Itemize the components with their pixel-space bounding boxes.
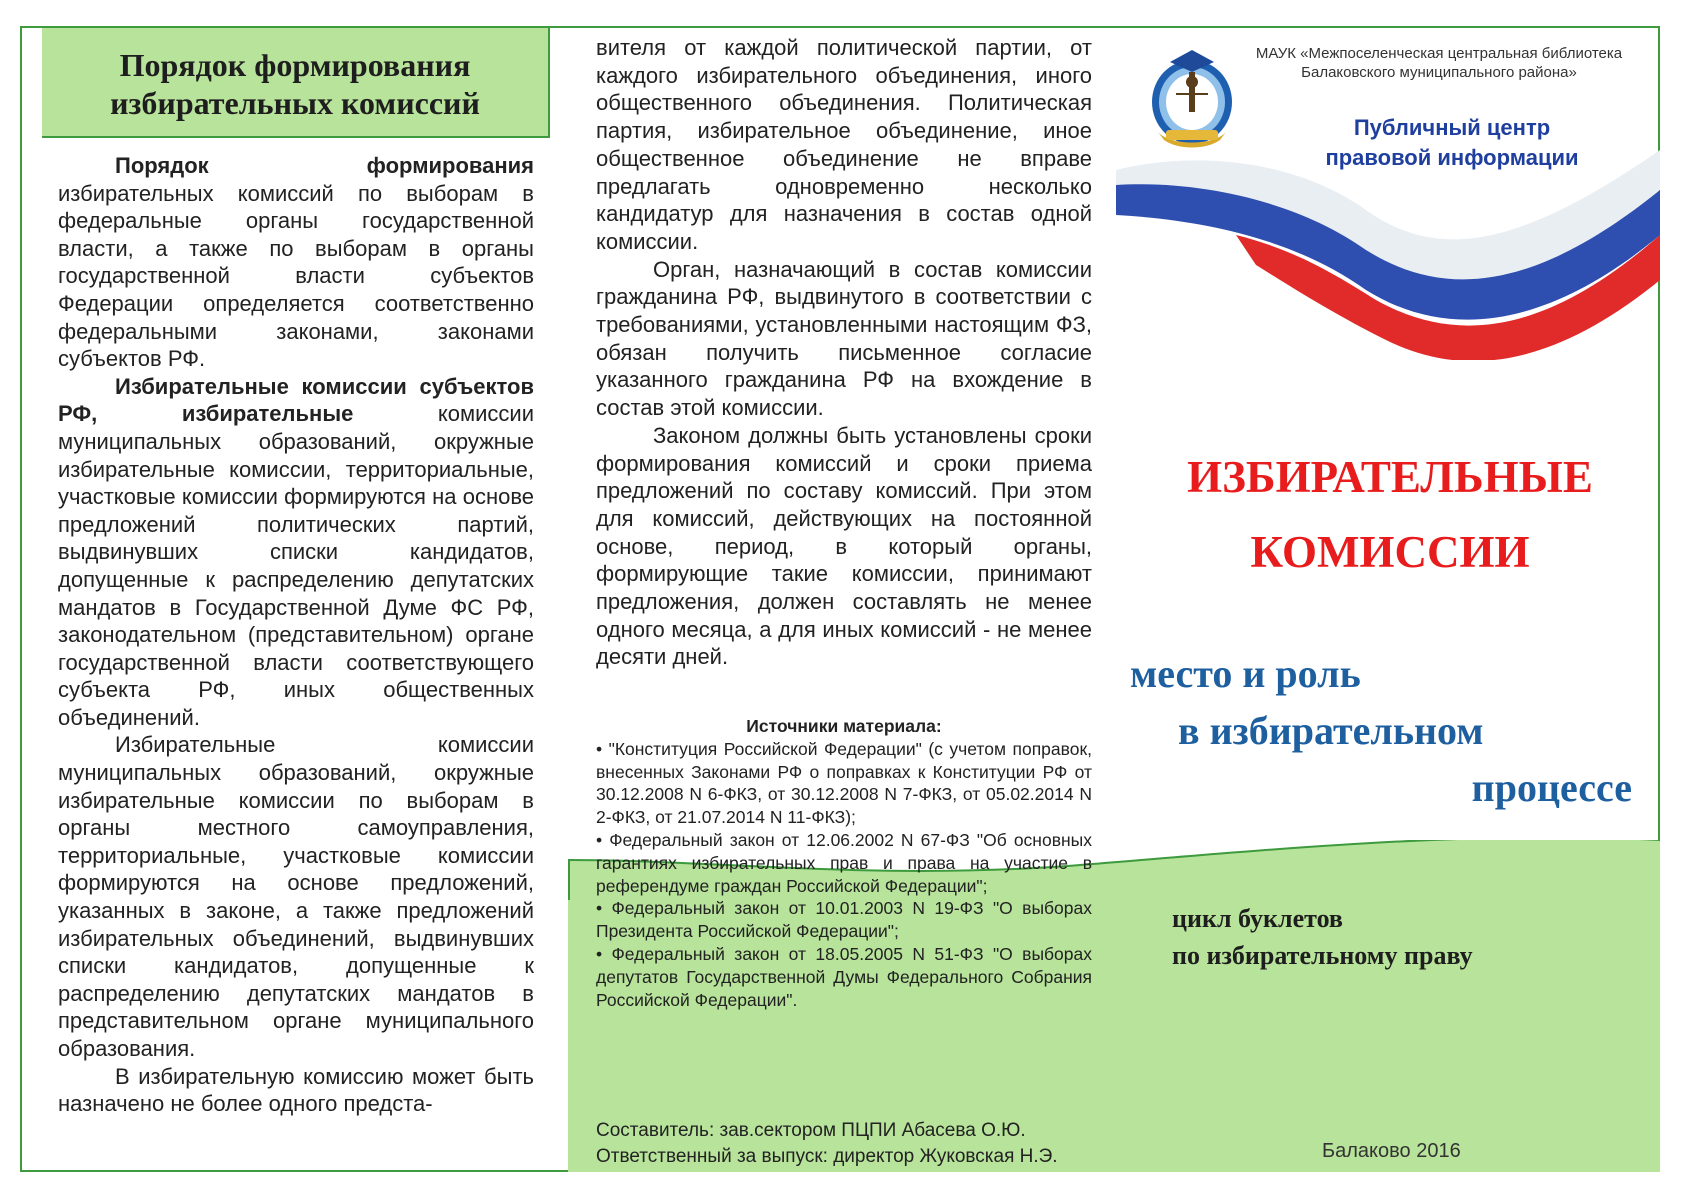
- compiler-line: Составитель: зав.сектором ПЦПИ Абасева О.Ю.: [596, 1120, 1026, 1141]
- org-line-1: МАУК «Межпоселенческая центральная библиотека: [1255, 45, 1623, 62]
- responsible-line: Ответственный за выпуск: директор Жуковская Н.Э.: [596, 1146, 1058, 1167]
- middle-paragraph-1: вителя от каждой политической партии, от каждого избирательного объединения, иного общественного объединения. Политическая партия, избирательное объединение, иное общественное объединение не вправе предлагать одновременно несколько кандидатур для назначения в состав одной комиссии.: [596, 35, 1092, 254]
- series-line-2: по избирательному праву: [1172, 941, 1473, 970]
- russian-flag-ribbon: [1116, 140, 1660, 360]
- source-item: • "Конституция Российской Федерации" (с учетом поправок, внесенных Законами РФ о поправках к Конституции РФ от 30.12.2008 N 6-ФКЗ, от 30.12.2008 N 7-ФКЗ, от 05.02.2014 N 2-ФКЗ, от 21.07.2014 N 11-ФКЗ);: [596, 738, 1092, 828]
- left-p2-rest: комиссии муниципальных образований, окружные избирательные комиссии, территориальные, участковые комиссии формируются на основе предложений политических партий, выдвинувших списки кандидатов, допущенные к распределению депутатских мандатов в Государственной Думе ФС РФ, законодательном (представительном) органе государственной власти соответствующего субъекта РФ, иных общественных объединений.: [58, 401, 534, 730]
- subtitle-line-3: процессе: [1471, 765, 1632, 810]
- main-title-line-1: ИЗБИРАТЕЛЬНЫЕ: [1187, 452, 1593, 502]
- middle-paragraph-3: Законом должны быть установлены сроки формирования комиссий и сроки приема предложений по составу комиссий. При этом для комиссий, действующих на постоянной основе, период, в который органы, формирующие такие комиссии, принимают предложения, должен составлять не менее одного месяца, а для иных комиссий - не менее десяти дней.: [596, 422, 1092, 670]
- middle-paragraph-2: Орган, назначающий в состав комиссии гражданина РФ, выдвинутого в соответствии с требованиями, установленными настоящим ФЗ, обязан получить письменное согласие указанного гражданина РФ на вхождение в состав этой комиссии.: [596, 256, 1092, 421]
- source-item: • Федеральный закон от 10.01.2003 N 19-ФЗ "О выборах Президента Российской Федерации";: [596, 898, 1092, 942]
- left-title-box: [42, 28, 550, 138]
- subtitle: [1130, 645, 1650, 816]
- series-line-1: цикл буклетов: [1172, 904, 1343, 933]
- left-paragraph-1: [58, 152, 534, 373]
- organization-name: [1234, 44, 1644, 82]
- org-line-2: Балаковского муниципального района»: [1301, 64, 1577, 81]
- left-paragraph-2: [58, 373, 534, 732]
- main-title: [1120, 440, 1660, 590]
- legal-info-center: [1282, 113, 1622, 173]
- main-title-line-2: КОМИССИИ: [1250, 527, 1530, 577]
- subtitle-line-2: в избирательном: [1178, 708, 1484, 753]
- left-paragraph-3: Избирательные комиссии муниципальных образований, окружные избирательные комиссии по выборам в органы местного самоуправления, территориальные, участковые комиссии формируются на основе предложений, указанных в законе, а также предложений избирательных объединений, выдвинувших списки кандидатов, допущенные к распределению депутатских мандатов в представительном органе муниципального образования.: [58, 732, 534, 1061]
- left-p2-bold: Избирательные комиссии субъектов РФ, избирательные: [58, 373, 534, 427]
- source-item: • Федеральный закон от 18.05.2005 N 51-ФЗ "О выборах депутатов Государственной Думы Федерального Собрания Российской Федерации".: [596, 943, 1092, 1010]
- source-item: • Федеральный закон от 12.06.2002 N 67-ФЗ "Об основных гарантиях избирательных прав и права на участие в референдуме граждан Российской Федерации";: [596, 829, 1092, 896]
- city-year: Балаково 2016: [1322, 1140, 1461, 1162]
- center-line-1: Публичный центр: [1353, 115, 1551, 140]
- left-paragraph-4: В избирательную комиссию может быть назначено не более одного предста-: [58, 1063, 534, 1117]
- library-logo-icon: [1140, 42, 1244, 152]
- sources-title: Источники материала:: [746, 716, 942, 736]
- sources-section: [596, 715, 1092, 1011]
- middle-panel-text: [596, 34, 1092, 671]
- left-p1-bold: Порядок формирования: [115, 153, 534, 178]
- left-panel-title: Порядок формирования избирательных комиссий: [110, 47, 480, 121]
- booklet-series: [1172, 900, 1632, 974]
- credits: [596, 1118, 1096, 1170]
- left-panel-text: [58, 152, 534, 1118]
- left-p1-rest: избирательных комиссий по выборам в федеральные органы государственной власти, а также по выборам в органы государственной власти субъектов Федерации определяется соответственно федеральными законами, законами субъектов РФ.: [58, 180, 534, 372]
- subtitle-line-1: место и роль: [1130, 651, 1361, 696]
- center-line-2: правовой информации: [1325, 145, 1579, 170]
